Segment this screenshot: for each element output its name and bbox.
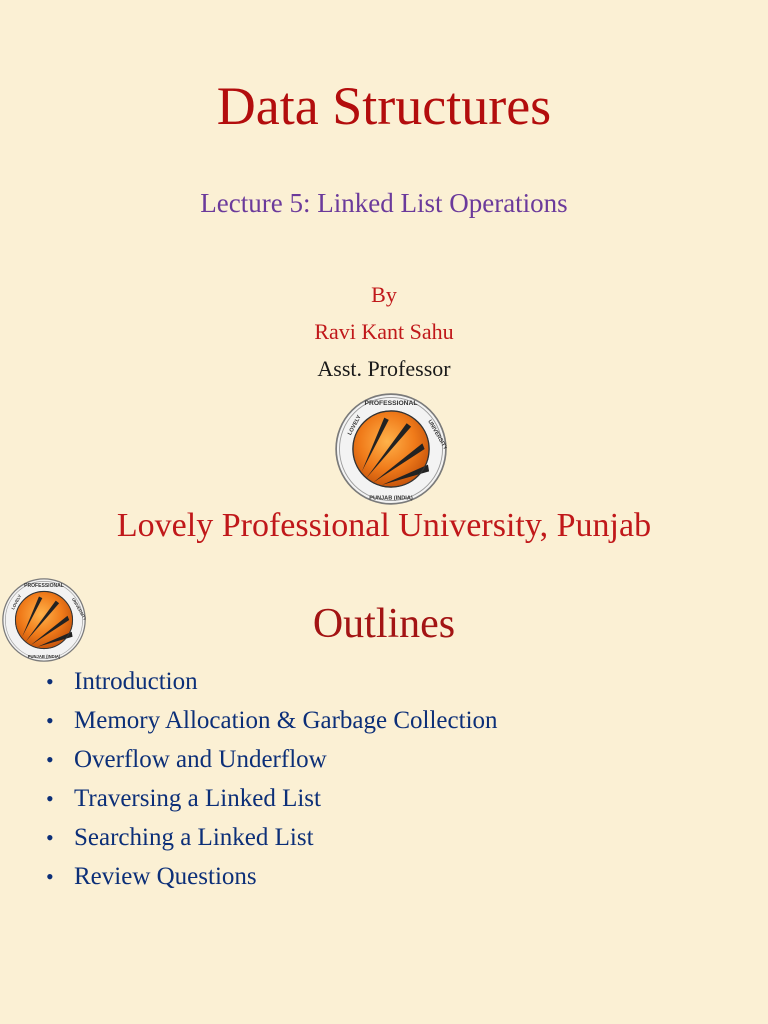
list-item-text: Traversing a Linked List — [74, 785, 321, 812]
list-item — [44, 701, 498, 740]
author-name: Ravi Kant Sahu — [314, 319, 454, 344]
bullet-dot-icon: • — [46, 864, 54, 889]
outlines-slide — [0, 560, 768, 1024]
list-item — [44, 662, 498, 701]
outline-list — [44, 662, 498, 896]
list-item-text: Review Questions — [74, 863, 257, 890]
list-item — [44, 740, 498, 779]
by-label: By — [371, 282, 397, 307]
bullet-dot-icon: • — [46, 825, 54, 850]
list-item-text: Overflow and Underflow — [74, 746, 327, 773]
list-item — [44, 857, 498, 896]
university-seal-icon — [335, 393, 447, 505]
list-item-text: Introduction — [74, 668, 198, 695]
bullet-dot-icon: • — [46, 708, 54, 733]
list-item — [44, 818, 498, 857]
author-role: Asst. Professor — [317, 356, 451, 381]
slide-title: Data Structures — [216, 76, 552, 136]
bullet-dot-icon: • — [46, 669, 54, 694]
list-item — [44, 779, 498, 818]
list-item-text: Searching a Linked List — [74, 824, 314, 851]
outlines-title: Outlines — [312, 601, 456, 647]
bullet-dot-icon: • — [46, 786, 54, 811]
bullet-dot-icon: • — [46, 747, 54, 772]
list-item-text: Memory Allocation & Garbage Collection — [74, 707, 498, 734]
lecture-subtitle: Lecture 5: Linked List Operations — [200, 188, 568, 218]
university-name: Lovely Professional University, Punjab — [116, 507, 652, 544]
